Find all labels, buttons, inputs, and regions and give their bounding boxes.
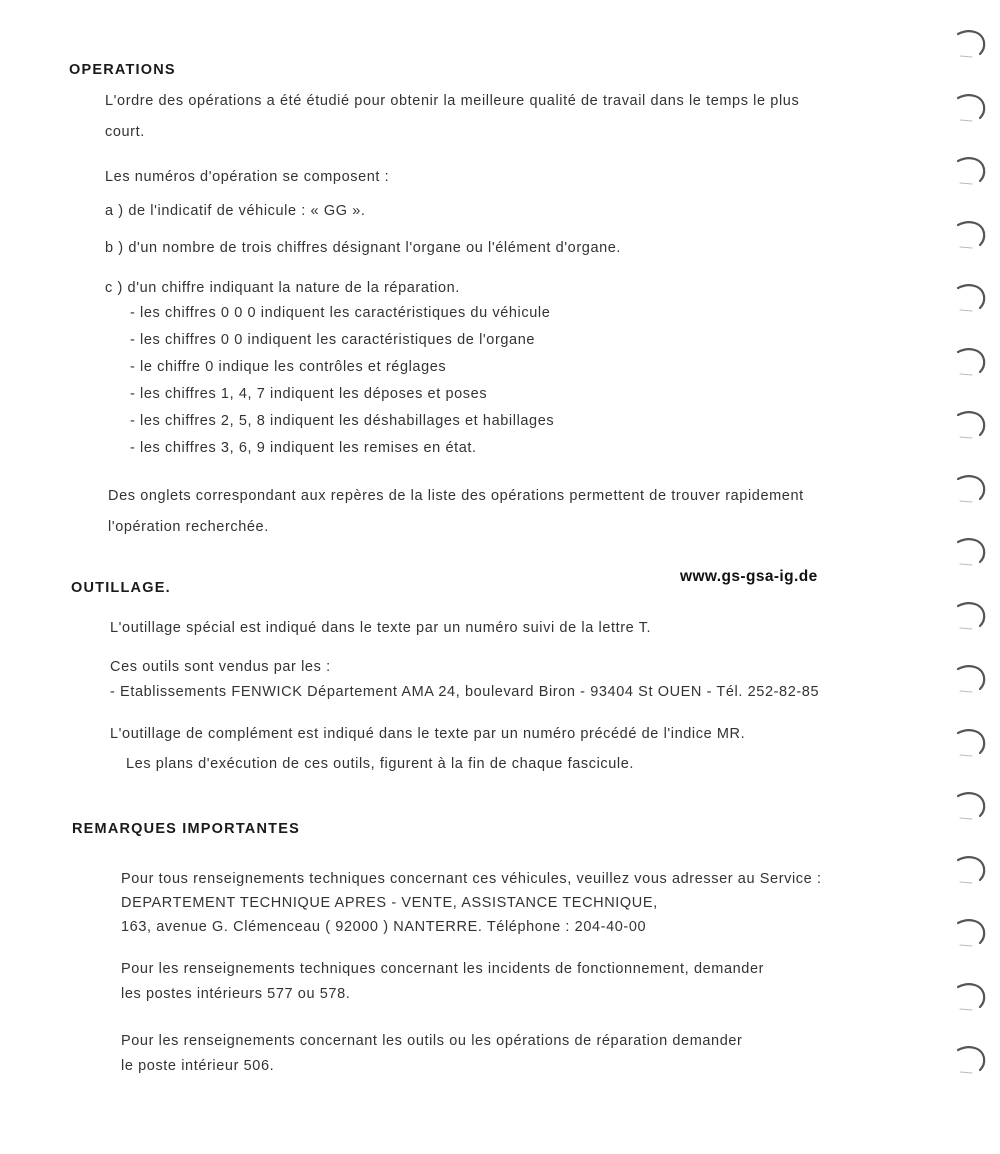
incidents-note-line-2: les postes intérieurs 577 ou 578. bbox=[121, 986, 351, 1002]
incidents-note-line-1: Pour les renseignements techniques concernant les incidents de fonctionnement, demander bbox=[121, 961, 765, 977]
operation-sub-item: - les chiffres 1, 4, 7 indiquent les déposes et poses bbox=[130, 386, 488, 402]
binder-ring-icon bbox=[952, 598, 992, 632]
binder-ring-icon bbox=[952, 725, 992, 759]
binder-ring-icon bbox=[952, 344, 992, 378]
binder-ring-icon bbox=[952, 90, 992, 124]
operation-item-b: b ) d'un nombre de trois chiffres désignant l'organe ou l'élément d'organe. bbox=[105, 240, 622, 256]
operation-sub-item: - les chiffres 0 0 0 indiquent les caractéristiques du véhicule bbox=[130, 305, 551, 321]
complement-tools-note: L'outillage de complément est indiqué dans le texte par un numéro précédé de l'indice MR. bbox=[110, 726, 746, 742]
operation-number-composition: Les numéros d'opération se composent : bbox=[105, 169, 390, 185]
operation-item-c: c ) d'un chiffre indiquant la nature de la réparation. bbox=[105, 280, 460, 296]
operation-sub-item: - les chiffres 2, 5, 8 indiquent les déshabillages et habillages bbox=[130, 413, 555, 429]
binder-ring-icon bbox=[952, 915, 992, 949]
binder-ring-icon bbox=[952, 979, 992, 1013]
website-watermark: www.gs-gsa-ig.de bbox=[680, 568, 818, 585]
operations-heading: OPERATIONS bbox=[69, 62, 176, 78]
fenwick-address: - Etablissements FENWICK Département AMA 24, boulevard Biron - 93404 St OUEN - Tél. 252-82-85 bbox=[110, 684, 820, 700]
binder-ring-icon bbox=[952, 1042, 992, 1076]
tabs-note-line-1: Des onglets correspondant aux repères de la liste des opérations permettent de trouver rapidement bbox=[108, 488, 804, 504]
binder-ring-icon bbox=[952, 534, 992, 568]
operation-sub-item: - les chiffres 0 0 indiquent les caractéristiques de l'organe bbox=[130, 332, 536, 348]
service-contact-line-3: 163, avenue G. Clémenceau ( 92000 ) NANTERRE. Téléphone : 204-40-00 bbox=[121, 919, 647, 935]
binder-ring-icon bbox=[952, 661, 992, 695]
binder-ring-icon bbox=[952, 217, 992, 251]
tool-plans-note: Les plans d'exécution de ces outils, figurent à la fin de chaque fascicule. bbox=[126, 756, 635, 772]
service-contact-line-2: DEPARTEMENT TECHNIQUE APRES - VENTE, ASSISTANCE TECHNIQUE, bbox=[121, 895, 658, 911]
tabs-note-line-2: l'opération recherchée. bbox=[108, 519, 269, 535]
operations-intro-line-2: court. bbox=[105, 124, 145, 140]
operation-item-a: a ) de l'indicatif de véhicule : « GG ». bbox=[105, 203, 366, 219]
tools-sold-by: Ces outils sont vendus par les : bbox=[110, 659, 331, 675]
operation-sub-item: - le chiffre 0 indique les contrôles et réglages bbox=[130, 359, 447, 375]
outillage-heading: OUTILLAGE. bbox=[71, 580, 171, 596]
binder-ring-icon bbox=[952, 280, 992, 314]
binder-ring-icon bbox=[952, 471, 992, 505]
tools-repairs-note-line-1: Pour les renseignements concernant les outils ou les opérations de réparation demander bbox=[121, 1033, 743, 1049]
operations-intro-line-1: L'ordre des opérations a été étudié pour obtenir la meilleure qualité de travail dans le temps le plus bbox=[105, 93, 800, 109]
binder-ring-icon bbox=[952, 407, 992, 441]
binder-ring-icon bbox=[952, 788, 992, 822]
binder-ring-icon bbox=[952, 852, 992, 886]
binder-ring-icon bbox=[952, 153, 992, 187]
binder-ring-icon bbox=[952, 26, 992, 60]
tools-repairs-note-line-2: le poste intérieur 506. bbox=[121, 1058, 275, 1074]
special-tools-note: L'outillage spécial est indiqué dans le texte par un numéro suivi de la lettre T. bbox=[110, 620, 652, 636]
remarques-heading: REMARQUES IMPORTANTES bbox=[72, 821, 300, 837]
operation-sub-item: - les chiffres 3, 6, 9 indiquent les remises en état. bbox=[130, 440, 477, 456]
service-contact-line-1: Pour tous renseignements techniques concernant ces véhicules, veuillez vous adresser au Service : bbox=[121, 871, 822, 887]
